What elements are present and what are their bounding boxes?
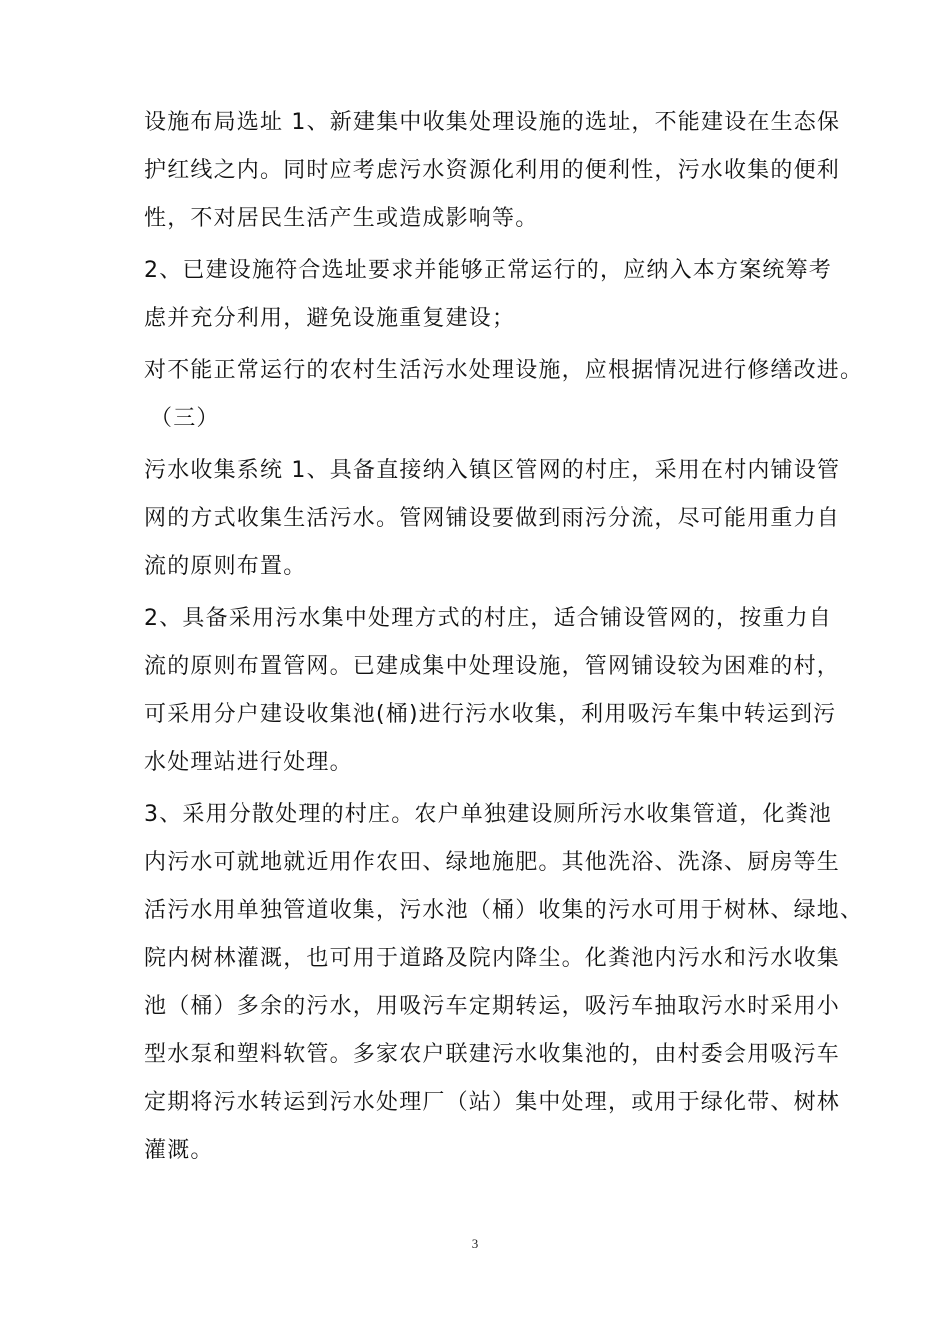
text-line: 流的原则布置管网。已建成集中处理设施，管网铺设较为困难的村，: [144, 654, 841, 679]
text-line: 定期将污水转运到污水处理厂（站）集中处理，或用于绿化带、树林: [144, 1090, 841, 1115]
page-number: 3: [471, 1236, 479, 1251]
text-line: 3、采用分散处理的村庄。农户单独建设厕所污水收集管道，化粪池: [144, 802, 832, 827]
text-line: 水处理站进行处理。: [144, 750, 353, 775]
text-line: 网的方式收集生活污水。管网铺设要做到雨污分流，尽可能用重力自: [144, 506, 841, 531]
text-line: 可采用分户建设收集池(桶)进行污水收集，利用吸污车集中转运到污: [144, 702, 837, 727]
text-line: 院内树林灌溉，也可用于道路及院内降尘。化粪池内污水和污水收集: [144, 946, 841, 971]
text-line: 灌溉。: [144, 1138, 214, 1163]
text-line: 池（桶）多余的污水，用吸污车定期转运，吸污车抽取污水时采用小: [144, 994, 841, 1019]
text-line: 污水收集系统 1、具备直接纳入镇区管网的村庄，采用在村内铺设管: [144, 458, 841, 483]
section-heading: （三）: [150, 406, 220, 431]
text-line: 2、已建设施符合选址要求并能够正常运行的，应纳入本方案统筹考: [144, 258, 832, 283]
text-line: 型水泵和塑料软管。多家农户联建污水收集池的，由村委会用吸污车: [144, 1042, 841, 1067]
text-line: 对不能正常运行的农村生活污水处理设施，应根据情况进行修缮改进。: [144, 358, 864, 383]
text-line: 护红线之内。同时应考虑污水资源化利用的便利性，污水收集的便利: [144, 158, 841, 183]
text-line: 流的原则布置。: [144, 554, 307, 579]
text-line: 性，不对居民生活产生或造成影响等。: [144, 206, 539, 231]
text-line: 内污水可就地就近用作农田、绿地施肥。其他洗浴、洗涤、厨房等生: [144, 850, 841, 875]
text-line: 活污水用单独管道收集，污水池（桶）收集的污水可用于树林、绿地、: [144, 898, 864, 923]
text-line: 2、具备采用污水集中处理方式的村庄，适合铺设管网的，按重力自: [144, 606, 832, 631]
text-line: 设施布局选址 1、新建集中收集处理设施的选址，不能建设在生态保: [144, 110, 841, 135]
text-line: 虑并充分利用，避免设施重复建设；: [144, 306, 516, 331]
